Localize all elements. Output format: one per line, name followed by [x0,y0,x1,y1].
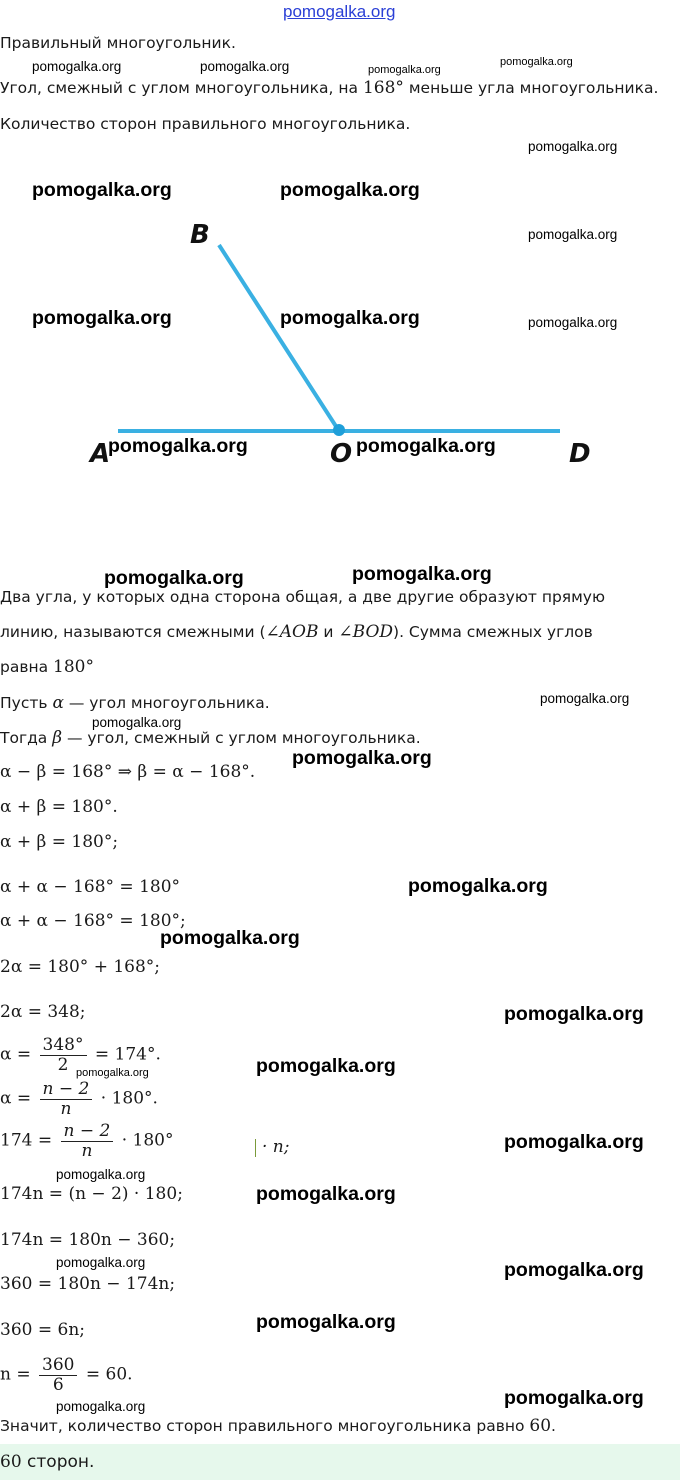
line2-before: линию, называются смежными ( [0,623,266,641]
line3-value: 180° [53,657,94,677]
watermark: pomogalka.org [540,691,630,706]
equation-10-multiplier [255,1137,289,1157]
equation-1: α − β = 168° ⇒ β = α − 168°. [0,762,256,782]
equation-10 [0,1122,174,1160]
vertex-o-dot [333,424,345,436]
site-link[interactable]: pomogalka.org [283,2,396,21]
let-after: — угол многоугольника. [63,694,270,712]
equation-11: 174n = (n − 2) · 180; [0,1184,183,1204]
e8-rhs: = 174°. [89,1044,161,1065]
vertical-bar [255,1139,256,1157]
equation-7: 2α = 348; [0,1002,86,1022]
equation-14: 360 = 6n; [0,1320,85,1340]
explanation-line1: Два угла, у которых одна сторона общая, а две другие образуют прямую [0,588,606,606]
watermark: pomogalka.org [92,715,182,730]
watermark: pomogalka.org [56,1167,146,1182]
watermark: pomogalka.org [256,1311,396,1333]
e9-rhs: · 180°. [95,1088,158,1109]
label-b: B [190,220,210,250]
explanation-line2 [0,622,593,642]
equation-9 [0,1080,158,1118]
then-beta [0,728,421,748]
watermark: pomogalka.org [500,56,573,68]
statement-after: меньше угла многоугольника. [403,79,659,97]
answer-text: сторон. [21,1452,95,1472]
ray-ob [219,245,339,431]
then-after: — угол, смежный с углом многоугольника. [62,729,421,747]
angle-bod: ∠BOD [338,622,394,642]
e10-numerator: n − 2 [61,1122,114,1142]
e15-rhs: = 60. [80,1364,133,1385]
answer [0,1452,94,1472]
watermark: pomogalka.org [504,1387,644,1409]
watermark: pomogalka.org [528,227,618,242]
equation-12: 174n = 180n − 360; [0,1230,176,1250]
conclusion [0,1416,556,1436]
watermark: pomogalka.org [352,563,492,585]
answer-value: 60 [0,1452,22,1472]
angle-figure [0,200,680,490]
conclusion-before: Значит, количество сторон правильного многоугольника равно [0,1417,530,1435]
watermark: pomogalka.org [32,59,122,74]
equation-5: α + α − 168° = 180°; [0,911,186,931]
watermark: pomogalka.org [32,179,172,201]
line2-after: ). Сумма смежных углов [393,623,593,641]
watermark: pomogalka.org [280,179,420,201]
watermark: pomogalka.org [504,1131,644,1153]
e15-denominator: 6 [52,1374,64,1395]
watermark: pomogalka.org [200,59,290,74]
statement-value: 168° [362,78,404,98]
watermark: pomogalka.org [160,927,300,949]
watermark: pomogalka.org [368,64,441,76]
equation-4: α + α − 168° = 180° [0,877,181,897]
equation-2: α + β = 180°. [0,797,118,817]
watermark: pomogalka.org [528,139,618,154]
let-var: α [52,693,64,713]
conclusion-after: . [551,1417,556,1435]
e9-numerator: n − 2 [40,1080,93,1100]
e10-rhs: · 180° [116,1130,174,1151]
label-d: D [569,439,591,469]
watermark: pomogalka.org [76,1067,149,1079]
then-before: Тогда [0,729,53,747]
e10-denominator: n [81,1140,93,1161]
angle-aob: ∠AOB [265,622,319,642]
watermark: pomogalka.org [408,875,548,897]
e8-lhs: α = [0,1044,37,1065]
line3-before: равна [0,658,54,676]
watermark: pomogalka.org [256,1055,396,1077]
e10-mult: · n; [262,1137,290,1157]
e9-denominator: n [60,1098,72,1119]
equation-13: 360 = 180n − 174n; [0,1274,176,1294]
e9-lhs: α = [0,1088,37,1109]
then-var: β [52,728,63,748]
conclusion-value: 60 [529,1416,552,1436]
watermark: pomogalka.org [256,1183,396,1205]
equation-6: 2α = 180° + 168°; [0,957,161,977]
e15-lhs: n = [0,1364,37,1385]
e15-numerator: 360 [39,1356,77,1376]
watermark: pomogalka.org [108,435,248,457]
let-before: Пусть [0,694,53,712]
e8-numerator: 348° [40,1036,87,1056]
watermark: pomogalka.org [292,747,432,769]
equation-3: α + β = 180°; [0,832,119,852]
e10-lhs: 174 = [0,1130,58,1151]
e15-fraction [39,1356,77,1394]
answer-bar [0,1444,680,1480]
explanation-line3 [0,657,94,677]
label-o: O [330,439,353,469]
problem-title: Правильный многоугольник. [0,34,236,52]
watermark: pomogalka.org [280,307,420,329]
let-alpha [0,693,270,713]
label-a: A [90,439,111,469]
equation-15 [0,1356,133,1394]
e10-fraction [61,1122,114,1160]
watermark: pomogalka.org [504,1003,644,1025]
e9-fraction [40,1080,93,1118]
statement-before: Угол, смежный с углом многоугольника, на [0,79,363,97]
watermark: pomogalka.org [104,567,244,589]
e8-denominator: 2 [57,1054,69,1075]
problem-question: Количество сторон правильного многоугольника. [0,115,411,133]
watermark: pomogalka.org [504,1259,644,1281]
problem-statement [0,78,658,98]
watermark: pomogalka.org [56,1399,146,1414]
watermark: pomogalka.org [528,315,618,330]
watermark: pomogalka.org [356,435,496,457]
watermark: pomogalka.org [56,1255,146,1270]
and-word: и [318,623,339,641]
watermark: pomogalka.org [32,307,172,329]
